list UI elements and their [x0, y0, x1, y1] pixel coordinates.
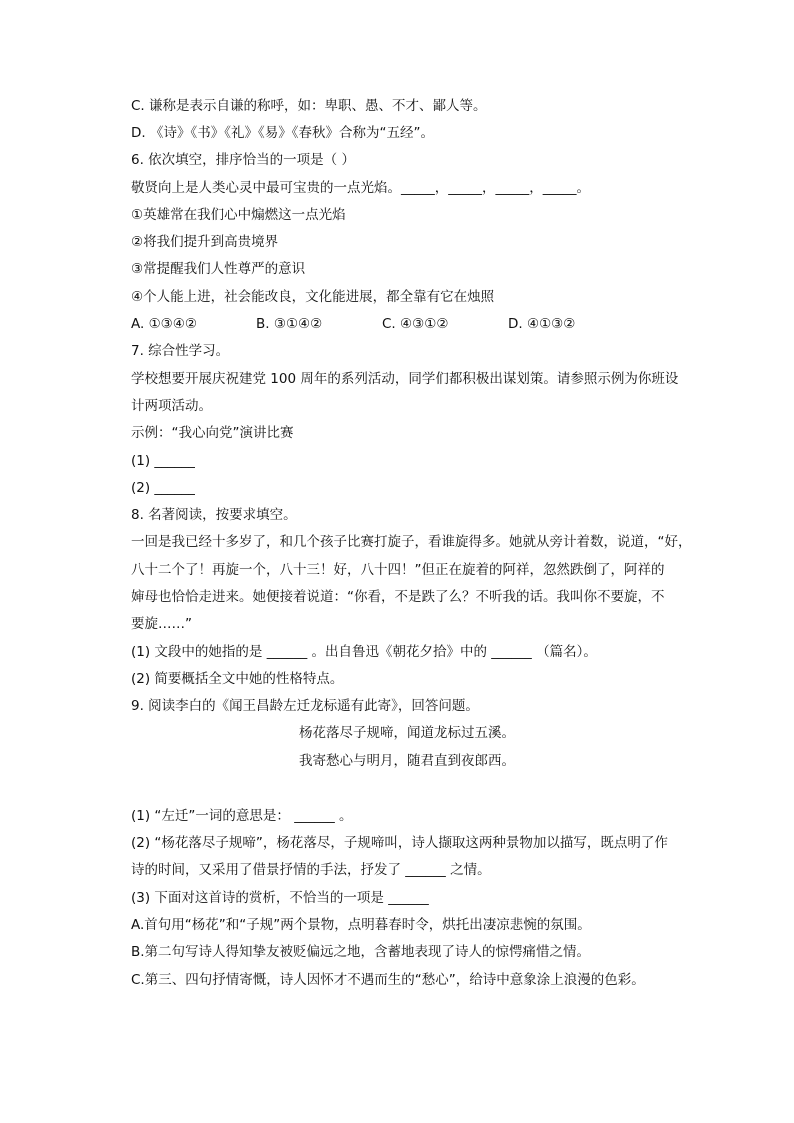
q6-prompt: 6. 依次填空，排序恰当的一项是（ ） — [131, 152, 355, 168]
q6-choice-c: C. ④③①② — [382, 316, 449, 332]
q6-choice-d: D. ④①③② — [508, 316, 576, 332]
q8-prompt: 8. 名著阅读，按要求填空。 — [131, 507, 297, 523]
q6-item-3: ③常提醒我们人性尊严的意识 — [131, 261, 306, 277]
q8-passage-line-1: 一回是我已经十多岁了，和几个孩子比赛打旋子，看谁旋得多。她就从旁计着数，说道，“好， — [131, 534, 692, 550]
q9-sub-2-line-2: 诗的时间，又采用了借景抒情的手法，抒发了 ______ 之情。 — [131, 862, 491, 878]
q7-example: 示例：“我心向党”演讲比赛 — [131, 425, 294, 441]
poem-line-1: 杨花落尽子规啼，闻道龙标过五溪。 — [299, 725, 515, 741]
q6-stem: 敬贤向上是人类心灵中最可宝贵的一点光焰。_____，_____，_____，_____。 — [131, 180, 590, 196]
q8-sub-1: (1) 文段中的她指的是 ______ 。出自鲁迅《朝花夕拾》中的 ______ （篇名）。 — [131, 644, 597, 660]
q6-item-2: ②将我们提升到高贵境界 — [131, 234, 279, 250]
q9-sub-3: (3) 下面对这首诗的赏析，不恰当的一项是 ______ — [131, 890, 429, 906]
q8-passage-line-4: 要旋……” — [131, 616, 192, 632]
q7-stem-line-1: 学校想要开展庆祝建党 100 周年的系列活动，同学们都积极出谋划策。请参照示例为你班设 — [131, 371, 679, 387]
q6-item-1: ①英雄常在我们心中煽燃这一点光焰 — [131, 207, 346, 223]
q5-option-d: D. 《诗》《书》《礼》《易》《春秋》合称为“五经”。 — [131, 125, 434, 141]
q9-option-b: B.第二句写诗人得知挚友被贬偏远之地，含蓄地表现了诗人的惊愕痛惜之情。 — [131, 944, 591, 960]
q9-option-c: C.第三、四句抒情寄慨，诗人因怀才不遇而生的“愁心”，给诗中意象涂上浪漫的色彩。 — [131, 972, 645, 988]
q9-option-a: A.首句用“杨花”和“子规”两个景物，点明暮春时令，烘托出凄凉悲惋的氛围。 — [131, 917, 591, 933]
q7-prompt: 7. 综合性学习。 — [131, 343, 230, 359]
q9-sub-1: (1) “左迁”一词的意思是： ______ 。 — [131, 808, 353, 824]
q8-passage-line-2: 八十二个了！再旋一个，八十三！好，八十四！”但正在旋着的阿祥，忽然跌倒了，阿祥的 — [131, 562, 665, 578]
q7-answer-2: (2) ______ — [131, 480, 195, 496]
q5-option-c: C. 谦称是表示自谦的称呼，如：卑职、愚、不才、鄙人等。 — [131, 98, 487, 114]
q9-sub-2-line-1: (2) “杨花落尽子规啼”，杨花落尽，子规啼叫，诗人撷取这两种景物加以描写，既点明了作 — [131, 835, 668, 851]
poem-line-2: 我寄愁心与明月，随君直到夜郎西。 — [299, 753, 515, 769]
q6-choice-a: A. ①③④② — [131, 316, 197, 332]
q7-stem-line-2: 计两项活动。 — [131, 398, 212, 414]
q7-answer-1: (1) ______ — [131, 453, 195, 469]
q8-sub-2: (2) 简要概括全文中她的性格特点。 — [131, 671, 344, 687]
q6-choice-b: B. ③①④② — [256, 316, 323, 332]
q8-passage-line-3: 婶母也恰恰走进来。她便接着说道：“你看，不是跌了么？不听我的话。我叫你不要旋，不 — [131, 589, 665, 605]
q6-item-4: ④个人能上进，社会能改良，文化能进展，都全靠有它在烛照 — [131, 289, 495, 305]
q9-prompt: 9. 阅读李白的《闻王昌龄左迁龙标遥有此寄》，回答问题。 — [131, 698, 479, 714]
